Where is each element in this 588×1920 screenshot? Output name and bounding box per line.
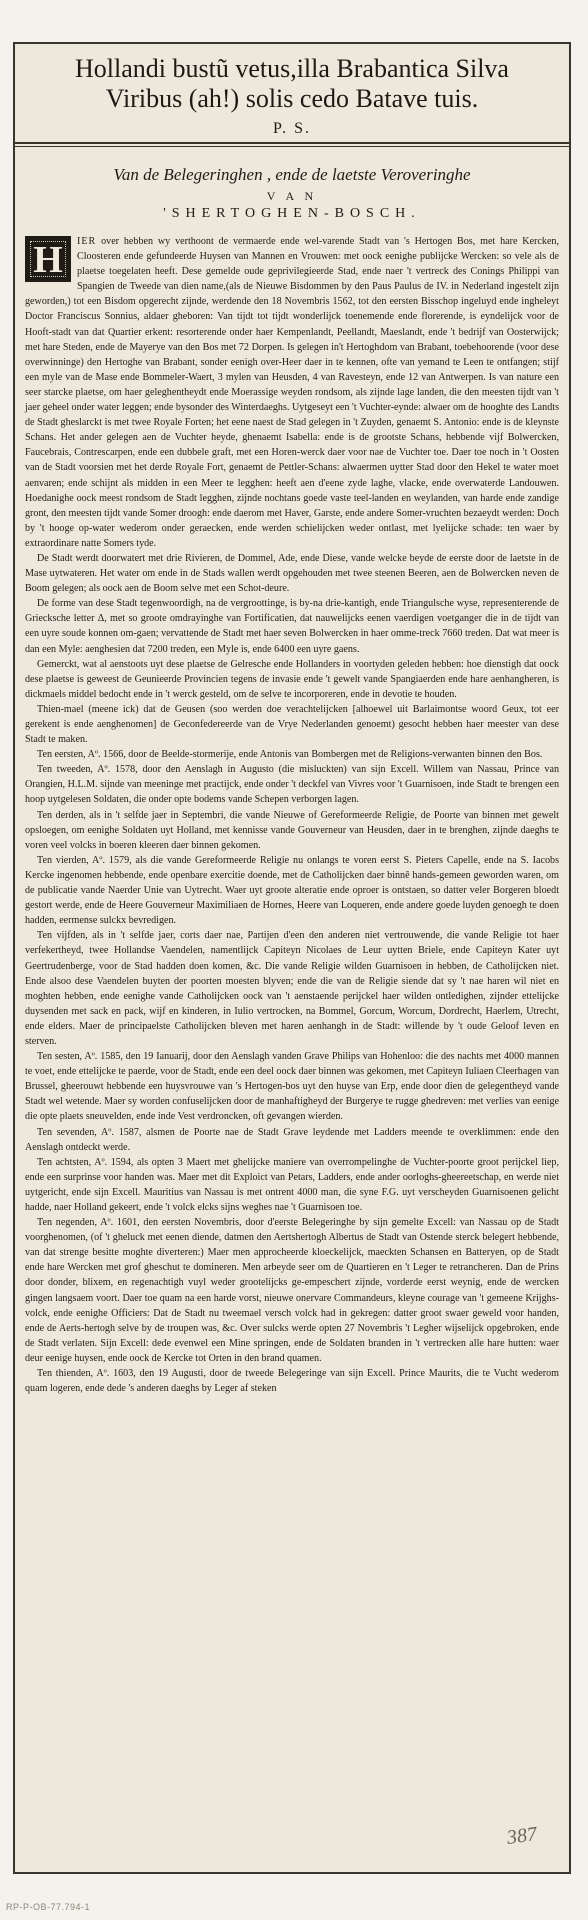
subtitle-van: V A N (266, 189, 318, 203)
paragraph-5: Thien-mael (meene ick) dat de Geusen (soo werden doe verachtelijcken [alhoewel uit Barlaimontse woord Geux, tot eer gerekent is ende aenghenomen] de Geconfedereerde van de Vrye Nederlanden genoemt) gesocht hebben haer meester van dese Stadt te maken. (25, 703, 559, 746)
paragraph-14: Ten negenden, Aº. 1601, den eersten Novembris, door d'eerste Belegeringhe by sijn gemelte Excell: van Nassau op de Stadt voorghenomen, (of 't gheluck met eenen diende, datmen den Aertshertogh Albertus de Stadt van Ostende sterck belegert hebbende, van dat strenge besitte moghte diverteren:) Maer men approcheerde kloeckelijck, maeckten Schansen en Batteryen, op de Stadt ende hare Wercken met grof gheschut te domineren. Men arbeyde seer om de Quartieren en 't Leger te retrancheren. Dan de Prins door donder, blixem, en regenachtigh vuyl weder grootelijcks ge-empeschert zijnde, vorderde eerst weynig, ende de wercken gingen langsaem voort. Daer toe quam na een harde vorst, nieuwe onervare Commandeurs, kleyne courage van 't gemeene Krijghs-volck, ende eenighe Officiers: Dat de Stadt nu tweemael versch volck had in gekregen: datter groot swaer geweld voor handen, ende de Aerts-hertogh selve by de troupen was, &c. Over sulcks werde opten 27 Novembris 't Legher wijselijck opgebroken, ende de Stadt verlaten. Sijn Excell: dede evenwel een Mine springen, ende de Soldaten branden in 't vertrecken alle hare hutten: waer deur eenige huysen, ende oock de Kercke tot Orten in den brand quamen. (25, 1217, 559, 1364)
paragraph-8: Ten derden, als in 't selfde jaer in Septembri, die vande Nieuwe of Gereformeerde Religie, de Poorte van binnen met gewelt opsloegen, om eenighe Soldaten uyt Holland, met kennisse vande Gouverneur van Heusden, daer in te brenghen, zijnde daeghs te voren veel volcks in boeren kleeren daer binnen gekomen. (25, 809, 559, 851)
paragraph-4: Gemerckt, wat al aenstoots uyt dese plaetse de Gelresche ende Hollanders in voortyden geleden hebben: hoe dienstigh dat oock dese plaetse is geweest de Geunieerde Provincien tegens de invasie ende 't gewelt vande Spangiaerden ende hare aenhangheren, is dickmaels middel bedocht ende in 't werck gesteld, om de selve te incorporeren, ende in devotie te houden. (25, 658, 559, 700)
paragraph-1 (25, 234, 559, 551)
broadsheet (13, 42, 571, 1874)
header-rule-thin (15, 146, 569, 147)
paragraph-15: Ten thienden, Aº. 1603, den 19 Augusti, door de tweede Belegeringe van sijn Excell. Prince Maurits, die te Vucht wederom quam logeren, ende dede 's anderen daeghs by Leger af steken (25, 1368, 559, 1395)
place-title: 'SHERTOGHEN-BOSCH. (163, 206, 421, 221)
body-text (25, 234, 559, 1396)
paragraph-2: De Stadt werdt doorwatert met drie Rivieren, de Dommel, Ade, ende Diese, vande welcke beyde de eerste door de laetste in de Mase uytwateren. Het water om ende in de Stads wallen werdt opgehouden met twee steenen Beeren, aen de Bolwercken neven de Boom gelegen; als oock aen de Boom selve met een Schot-deure. (25, 552, 559, 595)
paragraph-10: Ten vijfden, als in 't selfde jaer, corts daer nae, Partijen d'een den anderen niet vertrouwende, die vande Religie tot haer verfekertheyd, twee Hollandse Vaendelen, namentlijck Capiteyn Nicolaes de Leur uytten Briele, ende Capiteyn Kater uyt Geertrudenberge, voor de Stad hadden doen komen, &c. Die vande Religie wilden Guarnisoen in hebben, de Catholijcken niet. Ende alsoo dese Vaendelen buyten der poorten moesten blyven; ende die van de Religie siende dat sy 't nae haren wil niet en moghten hebben, ende eenighe vande Catholijcken oock van 't aenstaende perijckel haer wilden ontledighen, zijnder ettelijcke duysenden met sack en pack, wijf en kinderen, in Iulio vertrocken, na Bommel, Gorcum, Worcum, Dordrecht, Haerlem, Utrecht, ende elders. Maer de principaelste Catholijcken bleven met haren aenhangh in de Stadt: willende by 't oude Geloof leven en sterven. (25, 930, 559, 1047)
paragraph-12: Ten sevenden, Aº. 1587, alsmen de Poorte nae de Stadt Grave leydende met Ladders meende te overklimmen: ende den Aenslagh ontdeckt werde. (25, 1126, 559, 1153)
header-rule (15, 142, 569, 144)
paragraph-11: Ten sesten, Aº. 1585, den 19 Ianuarij, door den Aenslagh vanden Grave Philips van Hohenloo: die des nachts met 4000 mannen te voet, ende ettelijcke te paerde, voor de Stadt, ende een deel oock daer binnen was gekomen, met Capiteyn Iuliaen Cleerhagen van Brussel, gheerouwt hebbende een huysvrouwe van 's Hertogen-bos uyt den huyse van Erp, ende door dien de gelegentheyd vande Stadt wel wetende. Maer sy worden confuselijcken door de manhaftigheyd der Burgerye te rugge ghedreven: met verlies van eenige die opte plaets sneuvelden, ende inde Vest verdroncken, oft gevangen wierden. (25, 1051, 559, 1123)
motto-signature: P. S. (272, 120, 312, 137)
paragraph-6: Ten eersten, Aº. 1566, door de Beelde-stormerije, ende Antonis van Bombergen met de Religions-verwanten binnen den Bos. (37, 749, 543, 761)
dropcap-letter: H (33, 239, 63, 281)
paragraph-3: De forme van dese Stadt tegenwoordigh, na de vergroottinge, is by-na drie-kantigh, ende Triangulsche wyse, representerende de Griecksche letter Δ, met so groote omdrayinghe van Fortificatien, dat nauwelijcks eenen vaerdigen voetganger die in de tijdt van een uyre soude konnen om-gaen; vervattende de Stadt met haer seven Bolwercken in haer omme-treck 7660 treden. Dat wat meer is dan een Myle: aenghesien dat 7200 treden, een Myle is, ende 6400 een uyre gaens. (25, 598, 559, 655)
lead-word: IER (77, 236, 97, 247)
paragraph-9: Ten vierden, Aº. 1579, als die vande Gereformeerde Religie nu onlangs te voren eerst S. Pieters Capelle, ende na S. Iacobs Kercke ingenomen hebbende, ende openbare exercitie doende, met de Catholijcken daer binnē hands-gemeen geworden waren, om de publicatie vande Naerder Unie van Uytrecht. Waer uyt groote alteratie ende oproer is ontstaen, so datter veler Borgeren bloedt gestort werde, ende de Heere Gouverneur Maximiliaen de Hornes, Heere van Loqueren, ende andere goede luyden genoegh te doen hadden, eermense sulckx bevredigen. (25, 854, 559, 927)
motto-line-2: Viribus (ah!) solis cedo Batave tuis. (105, 84, 479, 113)
paragraph-13: Ten achtsten, Aº. 1594, als opten 3 Maert met ghelijcke maniere van overrompelinghe de Vuchter-poorte groot perijckel liep, ende een surprinse voor handen was. Maer met dit Exploict van Petars, Ladders, ende ander oorloghs-gheereetschap, en werde niet uytgericht, ende sijn Excell. Mauritius van Nassau is met ontrent 4000 man, die syne F.G. uyt verscheyden Guarnisoenen gelicht hadde, naer Holland gekeert, ende 't volck elcks sijns weghes nae 't Guarnisoen toe. (25, 1156, 559, 1213)
dropcap-initial (25, 236, 71, 282)
catalog-number: RP-P-OB-77.794-1 (6, 1902, 91, 1912)
handwritten-number: 387 (505, 1823, 539, 1849)
paragraph-7: Ten tweeden, Aº. 1578, door den Aenslagh in Augusto (die misluckten) van sijn Excell. Willem van Nassau, Prince van Orangien, H.L.M. sijnde van meeninge met practijck, ende onder 't deckfel van Vivres voor 't Guarnisoen, inde Stadt te brengen een hoop uytgelesen Soldaten, die onder opte bodems vande Schepen verborgen lagen. (25, 764, 559, 806)
motto (23, 54, 561, 114)
paragraph-1-text: over hebben wy verthoont de vermaerde ende wel-varende Stadt van 's Hertogen Bos, met hare Kercken, Cloosteren ende gefundeerde Huysen van Mannen en Vrouwen: met oock eenighe publijcke Wercken: so vele als de plaetse toegelaten heeft. Dese gemelde oude geprivilegieerde Stad, ende naer 't vertreck des Conings Philippi van Spangien de Tweede van dien name,(als de Nieuwe Bisdommen by den Paus Paulus de IV. in Nederland ingestelt zijn geworden,) tot een Bisdom opgerecht zijnde, werdende den 18 Novembris 1562, tot den eersten Bisschop ingeluyd ende ingheleyt Doctor Franciscus Sonnius, aldaer gheboren: Van tijdt tot tijdt wonderlijck toenemende ende florerende, is eyndelijck voor de Hooft-stadt van dat Quartier erkent: resorterende onder haer Kempenlandt, Peellandt, Maeslandt, ende 't bedrijf van Oosterwijck; met hare Steden, ende de Mayerye van den Bos met 72 Dorpen. Is gelegen in't Hertoghdom van Brabant, toebehoorende (voor dese overwinninge) den Hertoghe van Brabant, sonder eenigh over-Heer daer in te kennen, ofte van yemand te Leen te ontfangen; stijf een myle van de Mase ende Bommeler-Waert, 3 mylen van Heusden, 4 van Ravesteyn, ende 12 van Antwerpen. Is van nature een seer starcke plaetse, om haer geleghentheydt ende Moerassige weyden rondsom, als zijnde lage landen, die den meesten tijdt van 't jaer geheel onder water leggen; ende bysonder des Winterdaeghs. Uytgeseyt een 't Vuchter-eynde: alwaer om de hooghte des Landts de Stadt gheslarckt is met twee Royale Forten; het eene naest de Stad gelegen in 't Zuyden, genaemt S. Antonio: ende is de kleynste Schans. Het ander gelegen aen de Vuchter heyde, ghenaemt Isabella: ende is de grootste Schans, hebbende vijf Bolwercken, Faucebrais, Contrescarpen, ende een dubbele graft, met een Horen-werck daer voor nae de Vuchter toe. Daer toe noch in 't Oosten van de Stadt voorsien met het derde Royale Fort, genaemt de Pettler-Schans: alwaermen uytter Stad door den Hekel te water moet aenvaren; ende schijnt als midden in een Meer te legghen: heeft aen d'eene zyde laghe, vlacke, ende overwaterde Landouwen. Hoedanighe oock meest rondsom de Stadt legghen, zijnde nochtans goede vaste teel-landen en weylanden, van harde ende zandige gront, den meesten tijdt vande Somer droogh: ende daerom met Haver, Garste, ende andere Somer-vruchten bezaeydt werden: Doch by 't hooge op-water wederom onder geraecken, ende werden schielijcken weder ontlast, met lyelijcke schade: ten waer by extraordinare natte Somers tyde. (25, 236, 559, 549)
motto-line-1: Hollandi bustũ vetus,illa Brabantica Silva (75, 54, 509, 83)
subtitle: Van de Belegeringhen , ende de laetste Veroveringhe (113, 165, 471, 184)
